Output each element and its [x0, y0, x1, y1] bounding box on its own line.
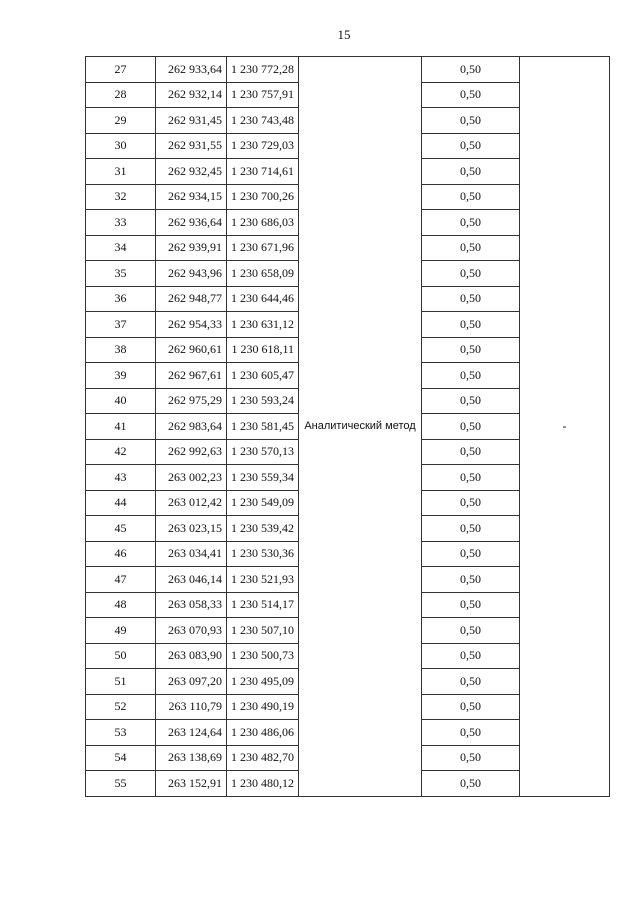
- x-coordinate-cell: 263 034,41: [156, 541, 227, 567]
- accuracy-cell: 0,50: [422, 465, 520, 491]
- x-coordinate-cell: 263 058,33: [156, 592, 227, 618]
- x-coordinate-cell: 262 939,91: [156, 235, 227, 261]
- x-coordinate-cell: 263 083,90: [156, 643, 227, 669]
- coordinates-table-body: [86, 57, 610, 797]
- x-coordinate-cell: 262 975,29: [156, 388, 227, 414]
- point-number-cell: 36: [86, 286, 156, 312]
- y-coordinate-cell: 1 230 549,09: [227, 490, 299, 516]
- point-number-cell: 43: [86, 465, 156, 491]
- x-coordinate-cell: 262 936,64: [156, 210, 227, 236]
- y-coordinate-cell: 1 230 743,48: [227, 108, 299, 134]
- point-number-cell: 48: [86, 592, 156, 618]
- x-coordinate-cell: 262 943,96: [156, 261, 227, 287]
- point-number-cell: 39: [86, 363, 156, 389]
- accuracy-cell: 0,50: [422, 694, 520, 720]
- accuracy-cell: 0,50: [422, 286, 520, 312]
- point-number-cell: 35: [86, 261, 156, 287]
- point-number-cell: 37: [86, 312, 156, 338]
- accuracy-cell: 0,50: [422, 541, 520, 567]
- accuracy-cell: 0,50: [422, 516, 520, 542]
- point-number-cell: 51: [86, 669, 156, 695]
- point-number-cell: 29: [86, 108, 156, 134]
- y-coordinate-cell: 1 230 581,45: [227, 414, 299, 440]
- accuracy-cell: 0,50: [422, 210, 520, 236]
- x-coordinate-cell: 263 124,64: [156, 720, 227, 746]
- y-coordinate-cell: 1 230 757,91: [227, 82, 299, 108]
- x-coordinate-cell: 263 070,93: [156, 618, 227, 644]
- y-coordinate-cell: 1 230 700,26: [227, 184, 299, 210]
- x-coordinate-cell: 262 948,77: [156, 286, 227, 312]
- y-coordinate-cell: 1 230 631,12: [227, 312, 299, 338]
- point-number-cell: 46: [86, 541, 156, 567]
- point-number-cell: 47: [86, 567, 156, 593]
- x-coordinate-cell: 263 012,42: [156, 490, 227, 516]
- point-number-cell: 54: [86, 745, 156, 771]
- point-number-cell: 49: [86, 618, 156, 644]
- x-coordinate-cell: 262 932,45: [156, 159, 227, 185]
- y-coordinate-cell: 1 230 729,03: [227, 133, 299, 159]
- accuracy-cell: 0,50: [422, 618, 520, 644]
- accuracy-cell: 0,50: [422, 592, 520, 618]
- point-number-cell: 28: [86, 82, 156, 108]
- x-coordinate-cell: 262 934,15: [156, 184, 227, 210]
- page-number: 15: [337, 27, 351, 42]
- point-number-cell: 40: [86, 388, 156, 414]
- coordinates-table: [85, 56, 610, 797]
- accuracy-cell: 0,50: [422, 235, 520, 261]
- y-coordinate-cell: 1 230 618,11: [227, 337, 299, 363]
- y-coordinate-cell: 1 230 514,17: [227, 592, 299, 618]
- accuracy-cell: 0,50: [422, 490, 520, 516]
- accuracy-cell: 0,50: [422, 439, 520, 465]
- x-coordinate-cell: 263 002,23: [156, 465, 227, 491]
- y-coordinate-cell: 1 230 686,03: [227, 210, 299, 236]
- accuracy-cell: 0,50: [422, 363, 520, 389]
- y-coordinate-cell: 1 230 593,24: [227, 388, 299, 414]
- y-coordinate-cell: 1 230 495,09: [227, 669, 299, 695]
- accuracy-cell: 0,50: [422, 669, 520, 695]
- y-coordinate-cell: 1 230 671,96: [227, 235, 299, 261]
- point-number-cell: 31: [86, 159, 156, 185]
- point-number-cell: 45: [86, 516, 156, 542]
- point-number-cell: 44: [86, 490, 156, 516]
- note-cell: -: [520, 57, 610, 797]
- x-coordinate-cell: 262 931,45: [156, 108, 227, 134]
- accuracy-cell: 0,50: [422, 337, 520, 363]
- accuracy-cell: 0,50: [422, 184, 520, 210]
- x-coordinate-cell: 262 960,61: [156, 337, 227, 363]
- y-coordinate-cell: 1 230 507,10: [227, 618, 299, 644]
- x-coordinate-cell: 262 983,64: [156, 414, 227, 440]
- accuracy-cell: 0,50: [422, 771, 520, 797]
- y-coordinate-cell: 1 230 772,28: [227, 57, 299, 83]
- accuracy-cell: 0,50: [422, 414, 520, 440]
- y-coordinate-cell: 1 230 490,19: [227, 694, 299, 720]
- x-coordinate-cell: 262 932,14: [156, 82, 227, 108]
- point-number-cell: 38: [86, 337, 156, 363]
- x-coordinate-cell: 262 954,33: [156, 312, 227, 338]
- y-coordinate-cell: 1 230 658,09: [227, 261, 299, 287]
- table-row: [86, 57, 610, 83]
- accuracy-cell: 0,50: [422, 567, 520, 593]
- point-number-cell: 27: [86, 57, 156, 83]
- point-number-cell: 33: [86, 210, 156, 236]
- y-coordinate-cell: 1 230 482,70: [227, 745, 299, 771]
- point-number-cell: 42: [86, 439, 156, 465]
- x-coordinate-cell: 262 992,63: [156, 439, 227, 465]
- y-coordinate-cell: 1 230 559,34: [227, 465, 299, 491]
- y-coordinate-cell: 1 230 539,42: [227, 516, 299, 542]
- accuracy-cell: 0,50: [422, 745, 520, 771]
- x-coordinate-cell: 263 046,14: [156, 567, 227, 593]
- accuracy-cell: 0,50: [422, 312, 520, 338]
- y-coordinate-cell: 1 230 480,12: [227, 771, 299, 797]
- y-coordinate-cell: 1 230 644,46: [227, 286, 299, 312]
- accuracy-cell: 0,50: [422, 159, 520, 185]
- accuracy-cell: 0,50: [422, 720, 520, 746]
- point-number-cell: 41: [86, 414, 156, 440]
- y-coordinate-cell: 1 230 605,47: [227, 363, 299, 389]
- point-number-cell: 30: [86, 133, 156, 159]
- accuracy-cell: 0,50: [422, 643, 520, 669]
- point-number-cell: 34: [86, 235, 156, 261]
- point-number-cell: 50: [86, 643, 156, 669]
- accuracy-cell: 0,50: [422, 82, 520, 108]
- x-coordinate-cell: 263 110,79: [156, 694, 227, 720]
- point-number-cell: 55: [86, 771, 156, 797]
- accuracy-cell: 0,50: [422, 57, 520, 83]
- accuracy-cell: 0,50: [422, 133, 520, 159]
- x-coordinate-cell: 263 138,69: [156, 745, 227, 771]
- x-coordinate-cell: 262 967,61: [156, 363, 227, 389]
- point-number-cell: 32: [86, 184, 156, 210]
- x-coordinate-cell: 262 931,55: [156, 133, 227, 159]
- y-coordinate-cell: 1 230 521,93: [227, 567, 299, 593]
- x-coordinate-cell: 263 097,20: [156, 669, 227, 695]
- y-coordinate-cell: 1 230 570,13: [227, 439, 299, 465]
- y-coordinate-cell: 1 230 530,36: [227, 541, 299, 567]
- accuracy-cell: 0,50: [422, 108, 520, 134]
- point-number-cell: 53: [86, 720, 156, 746]
- y-coordinate-cell: 1 230 500,73: [227, 643, 299, 669]
- x-coordinate-cell: 263 152,91: [156, 771, 227, 797]
- accuracy-cell: 0,50: [422, 261, 520, 287]
- x-coordinate-cell: 262 933,64: [156, 57, 227, 83]
- point-number-cell: 52: [86, 694, 156, 720]
- y-coordinate-cell: 1 230 714,61: [227, 159, 299, 185]
- method-cell: Аналитический метод: [299, 57, 422, 797]
- accuracy-cell: 0,50: [422, 388, 520, 414]
- x-coordinate-cell: 263 023,15: [156, 516, 227, 542]
- y-coordinate-cell: 1 230 486,06: [227, 720, 299, 746]
